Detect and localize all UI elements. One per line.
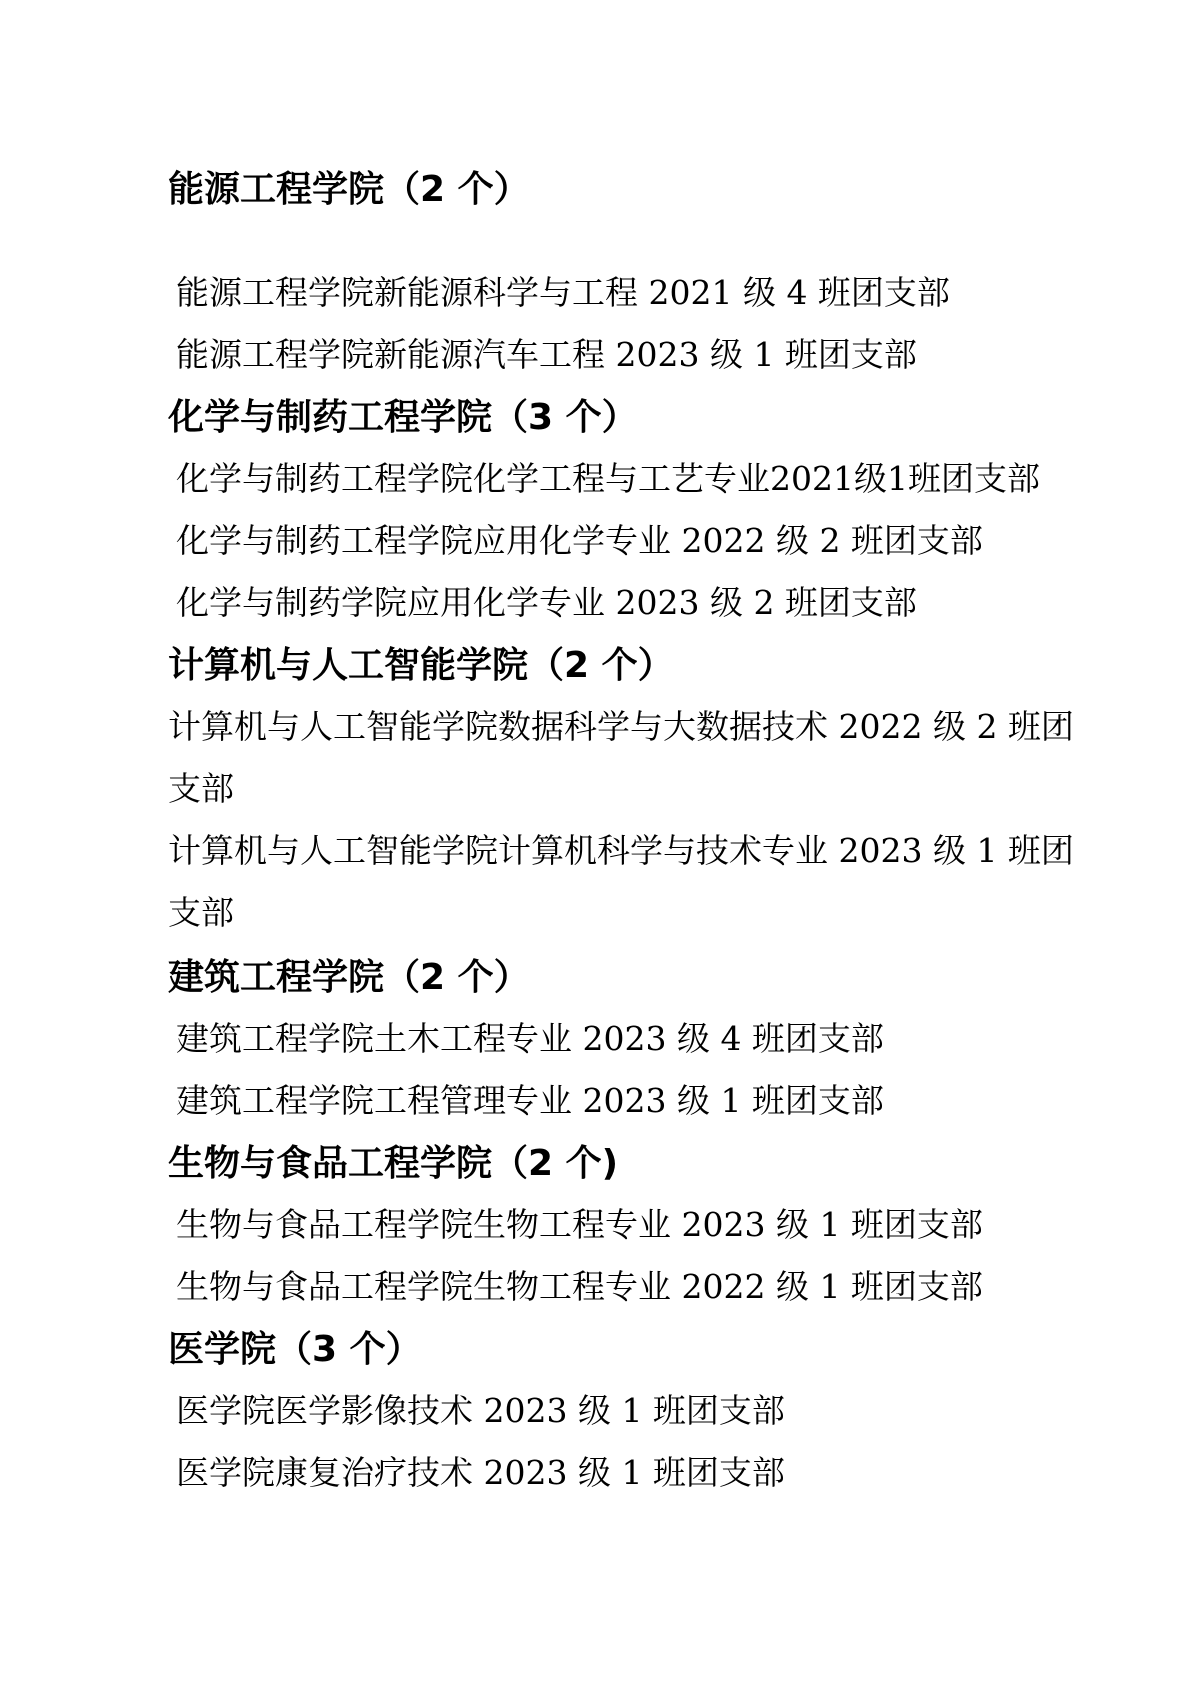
list-item: 医学院医学影像技术 2023 级 1 班团支部	[176, 1391, 785, 1430]
section-heading-computing: 计算机与人工智能学院（2 个）	[168, 645, 674, 686]
list-item: 能源工程学院新能源汽车工程 2023 级 1 班团支部	[176, 335, 917, 374]
list-item-continuation: 支部	[168, 893, 234, 932]
section-heading-bio-food: 生物与食品工程学院（2 个)	[168, 1143, 619, 1184]
list-item: 计算机与人工智能学院计算机科学与技术专业 2023 级 1 班团	[168, 831, 1074, 870]
list-item: 建筑工程学院土木工程专业 2023 级 4 班团支部	[176, 1019, 884, 1058]
list-item: 化学与制药工程学院化学工程与工艺专业2021级1班团支部	[176, 459, 1040, 498]
list-item: 计算机与人工智能学院数据科学与大数据技术 2022 级 2 班团	[168, 707, 1074, 746]
list-item: 建筑工程学院工程管理专业 2023 级 1 班团支部	[176, 1081, 884, 1120]
list-item-continuation: 支部	[168, 769, 234, 808]
section-heading-architecture: 建筑工程学院（2 个）	[168, 957, 530, 998]
list-item: 生物与食品工程学院生物工程专业 2023 级 1 班团支部	[176, 1205, 983, 1244]
list-item: 生物与食品工程学院生物工程专业 2022 级 1 班团支部	[176, 1267, 983, 1306]
section-heading-chemistry: 化学与制药工程学院（3 个）	[168, 397, 638, 438]
list-item: 能源工程学院新能源科学与工程 2021 级 4 班团支部	[176, 273, 950, 312]
list-item: 化学与制药工程学院应用化学专业 2022 级 2 班团支部	[176, 521, 983, 560]
list-item: 医学院康复治疗技术 2023 级 1 班团支部	[176, 1453, 785, 1492]
list-item: 化学与制药学院应用化学专业 2023 级 2 班团支部	[176, 583, 917, 622]
section-heading-medical: 医学院（3 个）	[168, 1329, 422, 1370]
section-heading-energy: 能源工程学院（2 个）	[168, 169, 530, 210]
